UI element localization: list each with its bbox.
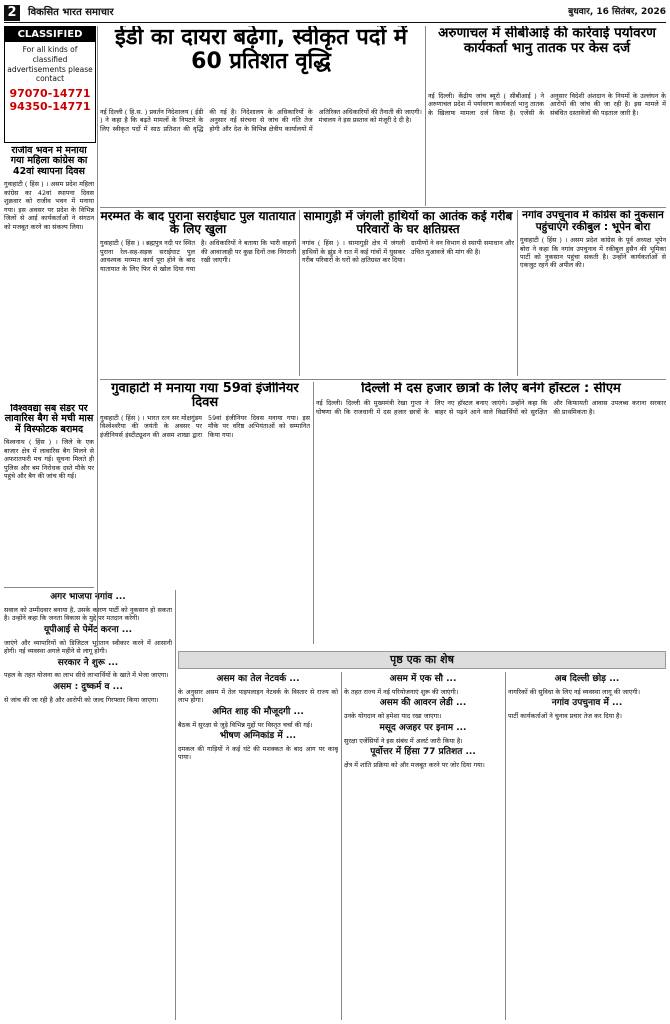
cont-body: उनके योगदान को हमेशा याद रखा जाएगा। [344, 712, 442, 721]
continuation-col-4 [508, 672, 666, 1020]
page-number: 2 [4, 5, 20, 21]
cont-headline: अब दिल्ली छोड़ ... [554, 674, 620, 684]
cont-headline: यूपीआई से पेमेंट करना ... [43, 624, 133, 635]
column-rule [299, 210, 300, 376]
continuation-col-3 [344, 672, 502, 1020]
cont-body: दमकल की गाड़ियों ने कई घंटे की मशक्कत के बाद आग पर काबू पाया। [178, 744, 338, 762]
mahila-body: गुवाहाटी ( हिंस ) । असम प्रदेश महिला कांग्रेस का 42वां स्थापना दिवस शुक्रवार को राजीव भवन में मनाया गया। इस अवसर पर प्रदेश के विभिन्न जिलों से आई कार्यकर्ताओं ने संगठन को मजबूत करने का संकल्प लिया। [4, 180, 94, 231]
classified-title: CLASSIFIED [5, 27, 95, 42]
classified-phone[interactable]: 94350-14771 [9, 100, 91, 114]
cont-headline: पूर्वोत्तर में हिंसा 77 प्रतिशत ... [370, 746, 476, 757]
cont-body: बैठक में सुरक्षा से जुड़े विभिन्न मुद्दों पर विस्तृत चर्चा की गई। [178, 720, 313, 729]
nagaon-body: गुवाहाटी ( हिंस ) । असम प्रदेश कांग्रेस के पूर्व अध्यक्ष भूपेन बोरा ने कहा कि नगांव उपचुनाव में रकीबुल हुसैन की भूमिका पार्टी को नुकसान पहुंचा सकती है। उन्होंने कार्यकर्ताओं से एकजुट रहने की अपील की। [520, 236, 666, 270]
lead-headline-block [100, 26, 422, 104]
nagaon-article [520, 210, 666, 376]
continuation-col-2 [178, 672, 338, 1020]
row-rule [100, 379, 666, 380]
cbi-body: नई दिल्ली। केंद्रीय जांच ब्यूरो ( सीबीआई ) ने अरुणाचल प्रदेश में पर्यावरण कार्यकर्ता भानु तातक के खिलाफ मामला दर्ज किया है। एजेंसी के अनुसार विदेशी अंशदान के नियमों के उल्लंघन के आरोपों की जांच की जा रही है। इस मामले में संबंधित दस्तावेजों की पड़ताल जारी है। [428, 92, 666, 117]
column-rule [517, 210, 518, 376]
column-rule [313, 382, 314, 644]
issue-date: बुधवार, 16 सितंबर, 2026 [568, 7, 666, 18]
cont-headline: भीषण अग्निकांड में ... [219, 731, 297, 742]
nagaon-headline: नगांव उपचुनाव में कांग्रेस को नुकसान पहुंचाएंगे रकीबुल : भूपेन बोरा [522, 210, 664, 233]
cont-headline: असम : दुष्कर्म व ... [53, 681, 123, 692]
bag-headline: विश्ववद्या सब सेंडर पर लावारिस बैग से मची मास में विस्फोटक बरामद [4, 404, 94, 435]
elephant-body: नगांव ( हिंस ) । सामागुड़ी क्षेत्र में जंगली हाथियों के झुंड ने रात में कई गांवों में घुसकर गरीब परिवारों के घरों को क्षतिग्रस्त कर दिया। ग्रामीणों ने वन विभाग से स्थायी समाधान और उचित मुआवजे की मांग की है। [302, 239, 514, 265]
classified-text: For all kinds of classified advertisements please contact [7, 45, 93, 84]
row-rule [4, 587, 94, 588]
lead-body: नई दिल्ली ( हि.स. ) प्रवर्तन निदेशालय ( ईडी ) ने कहा है कि बढ़ते मामलों के निपटारे के लिए स्वीकृत पदों में साठ प्रतिशत की वृद्धि की गई है। निदेशालय के अधिकारियों के अनुसार नई संरचना से जांच की गति तेज होगी और देश के विभिन्न क्षेत्रीय कार्यालयों में अतिरिक्त अधिकारियों की तैनाती की जाएगी। मंत्रालय ने इस प्रस्ताव को मंजूरी दे दी है। [100, 108, 422, 133]
cont-body: नागरिकों की सुविधा के लिए नई व्यवस्था लागू की जाएगी। [508, 687, 641, 696]
cont-headline: सरकार ने शुरू ... [57, 657, 119, 668]
lead-headline: ईडी का दायरा बढ़ेगा, स्वीकृत पदों में 60 प्रतिशत वृद्धि [114, 26, 407, 75]
cont-headline: मसूद अजहर पर इनाम ... [379, 722, 467, 733]
cont-headline: असम की आवरन लेडी ... [379, 698, 467, 709]
cont-headline: नगांव उपचुनाव में ... [551, 698, 623, 709]
cont-body: के तहत राज्य में नई परियोजनाएं शुरू की जाएंगी। [344, 687, 459, 696]
hostel-headline: दिल्ली में दस हजार छात्रों के लिए बनेंगे हॉस्टल : सीएम [361, 382, 621, 396]
column-rule [425, 26, 426, 206]
continuation-band: पृष्ठ एक का शेष [178, 651, 666, 669]
cont-body: जाएंगे और व्यापारियों को डिजिटल भुगतान स्वीकार करने में आसानी होगी। नई व्यवस्था अगले महीने से लागू होगी। [4, 638, 172, 656]
bridge-body: गुवाहाटी ( हिंस ) । ब्रह्मपुत्र नदी पर स्थित पुराना रेल-सह-सड़क सराईघाट पुल आवश्यक मरम्मत कार्य पूरा होने के बाद यातायात के लिए फिर से खोल दिया गया है। अधिकारियों ने बताया कि भारी वाहनों की आवाजाही पर कुछ दिनों तक निगरानी रखी जाएगी। [100, 239, 296, 273]
bridge-headline: मरम्मत के बाद पुराना सराईघाट पुल यातायात के लिए खुला [100, 210, 296, 237]
classified-box [4, 26, 96, 143]
column-rule [97, 26, 98, 646]
mahila-headline: राजीव भवन में मनाया गया महिला कांग्रेस का 42वां स्थापना दिवस [10, 146, 88, 177]
cont-body: पार्टी कार्यकर्ताओं ने चुनाव प्रचार तेज कर दिया है। [508, 712, 622, 721]
bridge-article [100, 210, 296, 376]
cont-body: के अनुसार असम में तेल पाइपलाइन नेटवर्क के विस्तार से राज्य को लाभ होगा। [178, 687, 338, 705]
classified-phone[interactable]: 97070-14771 [9, 87, 91, 101]
continuation-col-1 [4, 590, 172, 1020]
engineers-headline: गुवाहाटी में मनाया गया 59वां इंजीनियर दिवस [111, 382, 299, 411]
row-rule [100, 207, 666, 208]
cont-headline: अगर भाजपा नगांव ... [50, 592, 126, 602]
bag-article [4, 404, 94, 584]
column-rule [175, 590, 176, 1020]
bag-body: विश्वनाथ ( हिंस ) । जिले के एक बाजार क्षेत्र में लावारिस बैग मिलने से अफरातफरी मच गई। सूचना मिलते ही पुलिस और बम निरोधक दस्ते मौके पर पहुंचे और बैग की जांच की गई। [4, 438, 94, 481]
cbi-headline-block [428, 26, 666, 90]
hostel-body: नई दिल्ली। दिल्ली की मुख्यमंत्री रेखा गुप्ता ने घोषणा की कि राजधानी में दस हजार छात्रों के लिए नए हॉस्टल बनाए जाएंगे। उन्होंने कहा कि बाहर से पढ़ने आने वाले विद्यार्थियों को सुरक्षित और किफायती आवास उपलब्ध कराना सरकार की प्राथमिकता है। [316, 399, 666, 416]
elephant-article [302, 210, 514, 376]
mahila-congress-article [4, 146, 94, 402]
cont-headline: असम में एक सौ ... [389, 674, 457, 684]
cont-body: सुरक्षा एजेंसियों ने इस संबंध में अलर्ट जारी किया है। [344, 736, 463, 745]
hostel-article [316, 382, 666, 644]
cont-headline: असम का तेल नेटवर्क ... [216, 674, 300, 684]
cbi-headline: अरुणाचल में सीबीआई की कार्रवाई पर्यावरण कार्यकर्ता भानु तातक पर केस दर्ज [438, 26, 656, 56]
masthead [4, 4, 666, 23]
cont-headline: अमित शाह की मौजूदगी ... [212, 706, 304, 717]
cont-body: से जांच की जा रही है और आरोपी को जल्द गिरफ्तार किया जाएगा। [4, 695, 159, 704]
elephant-headline: सामागुड़ी में जंगली हाथियों का आतंक कई गरीब परिवारों के घर क्षतिग्रस्त [303, 210, 513, 237]
cont-body: पहल के तहत योजना का लाभ सीधे लाभार्थियों के खाते में भेजा जाएगा। [4, 671, 169, 680]
paper-name: विकसित भारत समाचार [28, 7, 114, 19]
column-rule [505, 672, 506, 1020]
cont-body: क्षेत्र में शांति प्रक्रिया को और मजबूत करने पर जोर दिया गया। [344, 760, 485, 769]
cont-body: सवाल को उम्मीदवार बनाया है, उसके कारण पार्टी को नुकसान हो सकता है। उन्होंने कहा कि जनता विकास के मुद्दे पर मतदान करेगी। [4, 605, 172, 623]
engineers-body: गुवाहाटी ( हिंस ) । भारत रत्न सर मोक्षगुंडम विश्वेश्वरैया की जयंती के अवसर पर इंजीनियर्स इंस्टीट्यूशन की असम शाखा द्वारा 59वां इंजीनियर दिवस मनाया गया। इस मौके पर वरिष्ठ अभियंताओं को सम्मानित किया गया। [100, 413, 310, 439]
column-rule [341, 672, 342, 1020]
